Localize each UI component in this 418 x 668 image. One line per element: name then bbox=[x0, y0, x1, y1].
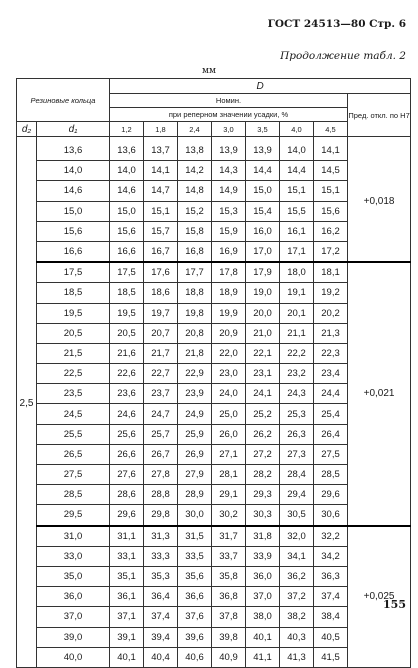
D-cell: 14,7 bbox=[144, 181, 178, 201]
d1-cell: 26,5 bbox=[37, 444, 110, 464]
D-cell: 28,1 bbox=[212, 465, 246, 485]
D-cell: 24,0 bbox=[212, 384, 246, 404]
D-cell: 21,1 bbox=[280, 323, 314, 343]
D-cell: 30,6 bbox=[314, 505, 348, 526]
shrinkage-value-header: 3,0 bbox=[212, 122, 246, 137]
D-cell: 19,1 bbox=[280, 283, 314, 303]
D-cell: 32,0 bbox=[280, 526, 314, 547]
D-cell: 17,9 bbox=[246, 262, 280, 283]
D-cell: 16,9 bbox=[212, 241, 246, 262]
shrinkage-value-header: 4,0 bbox=[280, 122, 314, 137]
d1-cell: 15,6 bbox=[37, 221, 110, 241]
d1-cell: 29,5 bbox=[37, 505, 110, 526]
D-cell: 30,3 bbox=[246, 505, 280, 526]
D-cell: 33,9 bbox=[246, 546, 280, 566]
D-cell: 40,1 bbox=[110, 647, 144, 667]
D-cell: 14,0 bbox=[280, 137, 314, 161]
D-cell: 24,4 bbox=[314, 384, 348, 404]
D-cell: 26,9 bbox=[178, 444, 212, 464]
D-cell: 21,8 bbox=[178, 343, 212, 363]
D-cell: 14,8 bbox=[178, 181, 212, 201]
D-cell: 36,6 bbox=[178, 587, 212, 607]
col-D-header: D bbox=[110, 79, 411, 94]
D-cell: 37,8 bbox=[212, 607, 246, 627]
D-cell: 37,1 bbox=[110, 607, 144, 627]
D-cell: 38,0 bbox=[246, 607, 280, 627]
D-cell: 29,1 bbox=[212, 485, 246, 505]
shrinkage-value-header: 1,2 bbox=[110, 122, 144, 137]
col-d1-header: d₁ bbox=[37, 122, 110, 137]
D-cell: 38,4 bbox=[314, 607, 348, 627]
table-row bbox=[17, 137, 411, 161]
D-cell: 20,8 bbox=[178, 323, 212, 343]
D-cell: 23,6 bbox=[110, 384, 144, 404]
D-cell: 27,5 bbox=[314, 444, 348, 464]
D-cell: 37,2 bbox=[280, 587, 314, 607]
D-cell: 31,1 bbox=[110, 526, 144, 547]
page-number: 155 bbox=[383, 598, 406, 611]
D-cell: 25,0 bbox=[212, 404, 246, 424]
D-cell: 26,0 bbox=[212, 424, 246, 444]
D-cell: 13,7 bbox=[144, 137, 178, 161]
D-cell: 17,7 bbox=[178, 262, 212, 283]
D-cell: 22,9 bbox=[178, 364, 212, 384]
D-cell: 14,2 bbox=[178, 161, 212, 181]
D-cell: 40,6 bbox=[178, 647, 212, 667]
D-cell: 28,5 bbox=[314, 465, 348, 485]
D-cell: 28,9 bbox=[178, 485, 212, 505]
d1-cell: 19,5 bbox=[37, 303, 110, 323]
d1-cell: 18,5 bbox=[37, 283, 110, 303]
d1-cell: 39,0 bbox=[37, 627, 110, 647]
D-cell: 24,7 bbox=[144, 404, 178, 424]
D-cell: 16,8 bbox=[178, 241, 212, 262]
D-cell: 17,2 bbox=[314, 241, 348, 262]
D-cell: 14,9 bbox=[212, 181, 246, 201]
D-cell: 15,0 bbox=[110, 201, 144, 221]
D-cell: 23,9 bbox=[178, 384, 212, 404]
D-cell: 36,2 bbox=[280, 566, 314, 586]
D-cell: 14,4 bbox=[246, 161, 280, 181]
D-cell: 14,4 bbox=[280, 161, 314, 181]
D-cell: 18,8 bbox=[178, 283, 212, 303]
D-cell: 15,2 bbox=[178, 201, 212, 221]
D-cell: 20,5 bbox=[110, 323, 144, 343]
D-cell: 30,2 bbox=[212, 505, 246, 526]
D-cell: 17,8 bbox=[212, 262, 246, 283]
D-cell: 25,6 bbox=[110, 424, 144, 444]
D-cell: 32,2 bbox=[314, 526, 348, 547]
page-header: ГОСТ 24513—80 Стр. 6 bbox=[267, 18, 406, 30]
D-cell: 36,0 bbox=[246, 566, 280, 586]
D-cell: 34,1 bbox=[280, 546, 314, 566]
shrinkage-value-header: 4,5 bbox=[314, 122, 348, 137]
D-cell: 31,7 bbox=[212, 526, 246, 547]
D-cell: 18,0 bbox=[280, 262, 314, 283]
D-cell: 37,4 bbox=[314, 587, 348, 607]
D-cell: 33,3 bbox=[144, 546, 178, 566]
d1-cell: 14,0 bbox=[37, 161, 110, 181]
tolerance-cell: +0,021 bbox=[348, 262, 411, 525]
D-cell: 20,0 bbox=[246, 303, 280, 323]
d1-cell: 40,0 bbox=[37, 647, 110, 667]
D-cell: 15,3 bbox=[212, 201, 246, 221]
D-cell: 27,8 bbox=[144, 465, 178, 485]
D-cell: 19,7 bbox=[144, 303, 178, 323]
D-cell: 17,5 bbox=[110, 262, 144, 283]
D-cell: 40,3 bbox=[280, 627, 314, 647]
table-row bbox=[17, 526, 411, 547]
D-cell: 23,0 bbox=[212, 364, 246, 384]
D-cell: 16,7 bbox=[144, 241, 178, 262]
D-cell: 28,8 bbox=[144, 485, 178, 505]
D-cell: 13,8 bbox=[178, 137, 212, 161]
dimensions-table bbox=[16, 78, 411, 668]
shrinkage-value-header: 3,5 bbox=[246, 122, 280, 137]
d1-cell: 33,0 bbox=[37, 546, 110, 566]
table-continuation-caption: Продолжение табл. 2 bbox=[280, 50, 406, 62]
D-cell: 29,6 bbox=[314, 485, 348, 505]
D-cell: 18,5 bbox=[110, 283, 144, 303]
table-header bbox=[17, 79, 411, 137]
D-cell: 31,3 bbox=[144, 526, 178, 547]
D-cell: 19,0 bbox=[246, 283, 280, 303]
D-cell: 27,6 bbox=[110, 465, 144, 485]
D-cell: 25,7 bbox=[144, 424, 178, 444]
units-label: мм bbox=[201, 66, 216, 76]
D-cell: 35,6 bbox=[178, 566, 212, 586]
D-cell: 35,3 bbox=[144, 566, 178, 586]
d1-cell: 15,0 bbox=[37, 201, 110, 221]
D-cell: 37,0 bbox=[246, 587, 280, 607]
D-cell: 39,6 bbox=[178, 627, 212, 647]
D-cell: 27,9 bbox=[178, 465, 212, 485]
D-cell: 26,7 bbox=[144, 444, 178, 464]
d2-value: 2,5 bbox=[17, 137, 37, 668]
D-cell: 15,1 bbox=[280, 181, 314, 201]
D-cell: 30,5 bbox=[280, 505, 314, 526]
D-cell: 39,4 bbox=[144, 627, 178, 647]
D-cell: 34,2 bbox=[314, 546, 348, 566]
D-cell: 18,9 bbox=[212, 283, 246, 303]
d1-cell: 14,6 bbox=[37, 181, 110, 201]
D-cell: 24,1 bbox=[246, 384, 280, 404]
D-cell: 24,3 bbox=[280, 384, 314, 404]
D-cell: 23,4 bbox=[314, 364, 348, 384]
rings-header: Резиновые кольца bbox=[17, 79, 110, 122]
D-cell: 16,0 bbox=[246, 221, 280, 241]
D-cell: 33,5 bbox=[178, 546, 212, 566]
D-cell: 16,1 bbox=[280, 221, 314, 241]
d1-cell: 21,5 bbox=[37, 343, 110, 363]
D-cell: 28,4 bbox=[280, 465, 314, 485]
D-cell: 29,4 bbox=[280, 485, 314, 505]
d1-cell: 28,5 bbox=[37, 485, 110, 505]
D-cell: 15,5 bbox=[280, 201, 314, 221]
D-cell: 27,2 bbox=[246, 444, 280, 464]
d1-cell: 22,5 bbox=[37, 364, 110, 384]
D-cell: 21,3 bbox=[314, 323, 348, 343]
D-cell: 15,6 bbox=[110, 221, 144, 241]
D-cell: 25,9 bbox=[178, 424, 212, 444]
nominal-header: Номин. bbox=[110, 94, 348, 108]
d1-cell: 23,5 bbox=[37, 384, 110, 404]
D-cell: 22,6 bbox=[110, 364, 144, 384]
D-cell: 23,7 bbox=[144, 384, 178, 404]
D-cell: 31,8 bbox=[246, 526, 280, 547]
D-cell: 40,5 bbox=[314, 627, 348, 647]
D-cell: 17,6 bbox=[144, 262, 178, 283]
d1-cell: 27,5 bbox=[37, 465, 110, 485]
D-cell: 19,8 bbox=[178, 303, 212, 323]
tolerance-cell: +0,018 bbox=[348, 137, 411, 263]
table-body bbox=[17, 137, 411, 668]
D-cell: 29,8 bbox=[144, 505, 178, 526]
D-cell: 20,2 bbox=[314, 303, 348, 323]
D-cell: 31,5 bbox=[178, 526, 212, 547]
D-cell: 22,7 bbox=[144, 364, 178, 384]
D-cell: 20,7 bbox=[144, 323, 178, 343]
D-cell: 27,1 bbox=[212, 444, 246, 464]
D-cell: 37,4 bbox=[144, 607, 178, 627]
D-cell: 17,0 bbox=[246, 241, 280, 262]
d1-cell: 20,5 bbox=[37, 323, 110, 343]
D-cell: 15,0 bbox=[246, 181, 280, 201]
D-cell: 16,6 bbox=[110, 241, 144, 262]
d1-cell: 36,0 bbox=[37, 587, 110, 607]
D-cell: 22,3 bbox=[314, 343, 348, 363]
D-cell: 13,9 bbox=[246, 137, 280, 161]
D-cell: 26,6 bbox=[110, 444, 144, 464]
D-cell: 38,2 bbox=[280, 607, 314, 627]
D-cell: 14,6 bbox=[110, 181, 144, 201]
D-cell: 18,6 bbox=[144, 283, 178, 303]
D-cell: 41,1 bbox=[246, 647, 280, 667]
D-cell: 15,1 bbox=[144, 201, 178, 221]
d1-cell: 35,0 bbox=[37, 566, 110, 586]
d1-cell: 24,5 bbox=[37, 404, 110, 424]
D-cell: 20,1 bbox=[280, 303, 314, 323]
D-cell: 26,3 bbox=[280, 424, 314, 444]
D-cell: 14,5 bbox=[314, 161, 348, 181]
tolerance-cell: +0,025 bbox=[348, 526, 411, 668]
d1-cell: 13,6 bbox=[37, 137, 110, 161]
D-cell: 24,9 bbox=[178, 404, 212, 424]
D-cell: 19,2 bbox=[314, 283, 348, 303]
D-cell: 22,1 bbox=[246, 343, 280, 363]
D-cell: 29,6 bbox=[110, 505, 144, 526]
D-cell: 36,8 bbox=[212, 587, 246, 607]
D-cell: 40,9 bbox=[212, 647, 246, 667]
d1-cell: 16,6 bbox=[37, 241, 110, 262]
tolerance-header: Пред. откл. по Н7 bbox=[348, 94, 411, 137]
D-cell: 15,6 bbox=[314, 201, 348, 221]
D-cell: 15,1 bbox=[314, 181, 348, 201]
D-cell: 24,6 bbox=[110, 404, 144, 424]
shrinkage-value-header: 1,8 bbox=[144, 122, 178, 137]
D-cell: 15,9 bbox=[212, 221, 246, 241]
D-cell: 14,1 bbox=[144, 161, 178, 181]
D-cell: 13,6 bbox=[110, 137, 144, 161]
D-cell: 28,6 bbox=[110, 485, 144, 505]
D-cell: 40,4 bbox=[144, 647, 178, 667]
D-cell: 28,2 bbox=[246, 465, 280, 485]
shrinkage-value-header: 2,4 bbox=[178, 122, 212, 137]
D-cell: 39,1 bbox=[110, 627, 144, 647]
D-cell: 21,7 bbox=[144, 343, 178, 363]
D-cell: 15,7 bbox=[144, 221, 178, 241]
shrinkage-header: при реперном значении усадки, % bbox=[110, 108, 348, 122]
D-cell: 18,1 bbox=[314, 262, 348, 283]
D-cell: 14,0 bbox=[110, 161, 144, 181]
D-cell: 25,4 bbox=[314, 404, 348, 424]
D-cell: 33,1 bbox=[110, 546, 144, 566]
D-cell: 15,8 bbox=[178, 221, 212, 241]
D-cell: 39,8 bbox=[212, 627, 246, 647]
d1-cell: 17,5 bbox=[37, 262, 110, 283]
D-cell: 23,1 bbox=[246, 364, 280, 384]
D-cell: 27,3 bbox=[280, 444, 314, 464]
D-cell: 22,0 bbox=[212, 343, 246, 363]
d1-cell: 31,0 bbox=[37, 526, 110, 547]
D-cell: 21,0 bbox=[246, 323, 280, 343]
d1-cell: 25,5 bbox=[37, 424, 110, 444]
D-cell: 22,2 bbox=[280, 343, 314, 363]
D-cell: 17,1 bbox=[280, 241, 314, 262]
D-cell: 25,3 bbox=[280, 404, 314, 424]
D-cell: 36,1 bbox=[110, 587, 144, 607]
D-cell: 14,3 bbox=[212, 161, 246, 181]
D-cell: 35,1 bbox=[110, 566, 144, 586]
D-cell: 26,4 bbox=[314, 424, 348, 444]
D-cell: 41,5 bbox=[314, 647, 348, 667]
D-cell: 33,7 bbox=[212, 546, 246, 566]
D-cell: 14,1 bbox=[314, 137, 348, 161]
table-row bbox=[17, 262, 411, 283]
col-d2-header: d₂ bbox=[17, 122, 37, 137]
D-cell: 15,4 bbox=[246, 201, 280, 221]
D-cell: 13,9 bbox=[212, 137, 246, 161]
D-cell: 35,8 bbox=[212, 566, 246, 586]
D-cell: 40,1 bbox=[246, 627, 280, 647]
D-cell: 19,5 bbox=[110, 303, 144, 323]
D-cell: 36,4 bbox=[144, 587, 178, 607]
D-cell: 36,3 bbox=[314, 566, 348, 586]
D-cell: 41,3 bbox=[280, 647, 314, 667]
D-cell: 16,2 bbox=[314, 221, 348, 241]
D-cell: 23,2 bbox=[280, 364, 314, 384]
D-cell: 21,6 bbox=[110, 343, 144, 363]
D-cell: 37,6 bbox=[178, 607, 212, 627]
D-cell: 19,9 bbox=[212, 303, 246, 323]
D-cell: 20,9 bbox=[212, 323, 246, 343]
D-cell: 26,2 bbox=[246, 424, 280, 444]
D-cell: 29,3 bbox=[246, 485, 280, 505]
D-cell: 25,2 bbox=[246, 404, 280, 424]
d1-cell: 37,0 bbox=[37, 607, 110, 627]
D-cell: 30,0 bbox=[178, 505, 212, 526]
